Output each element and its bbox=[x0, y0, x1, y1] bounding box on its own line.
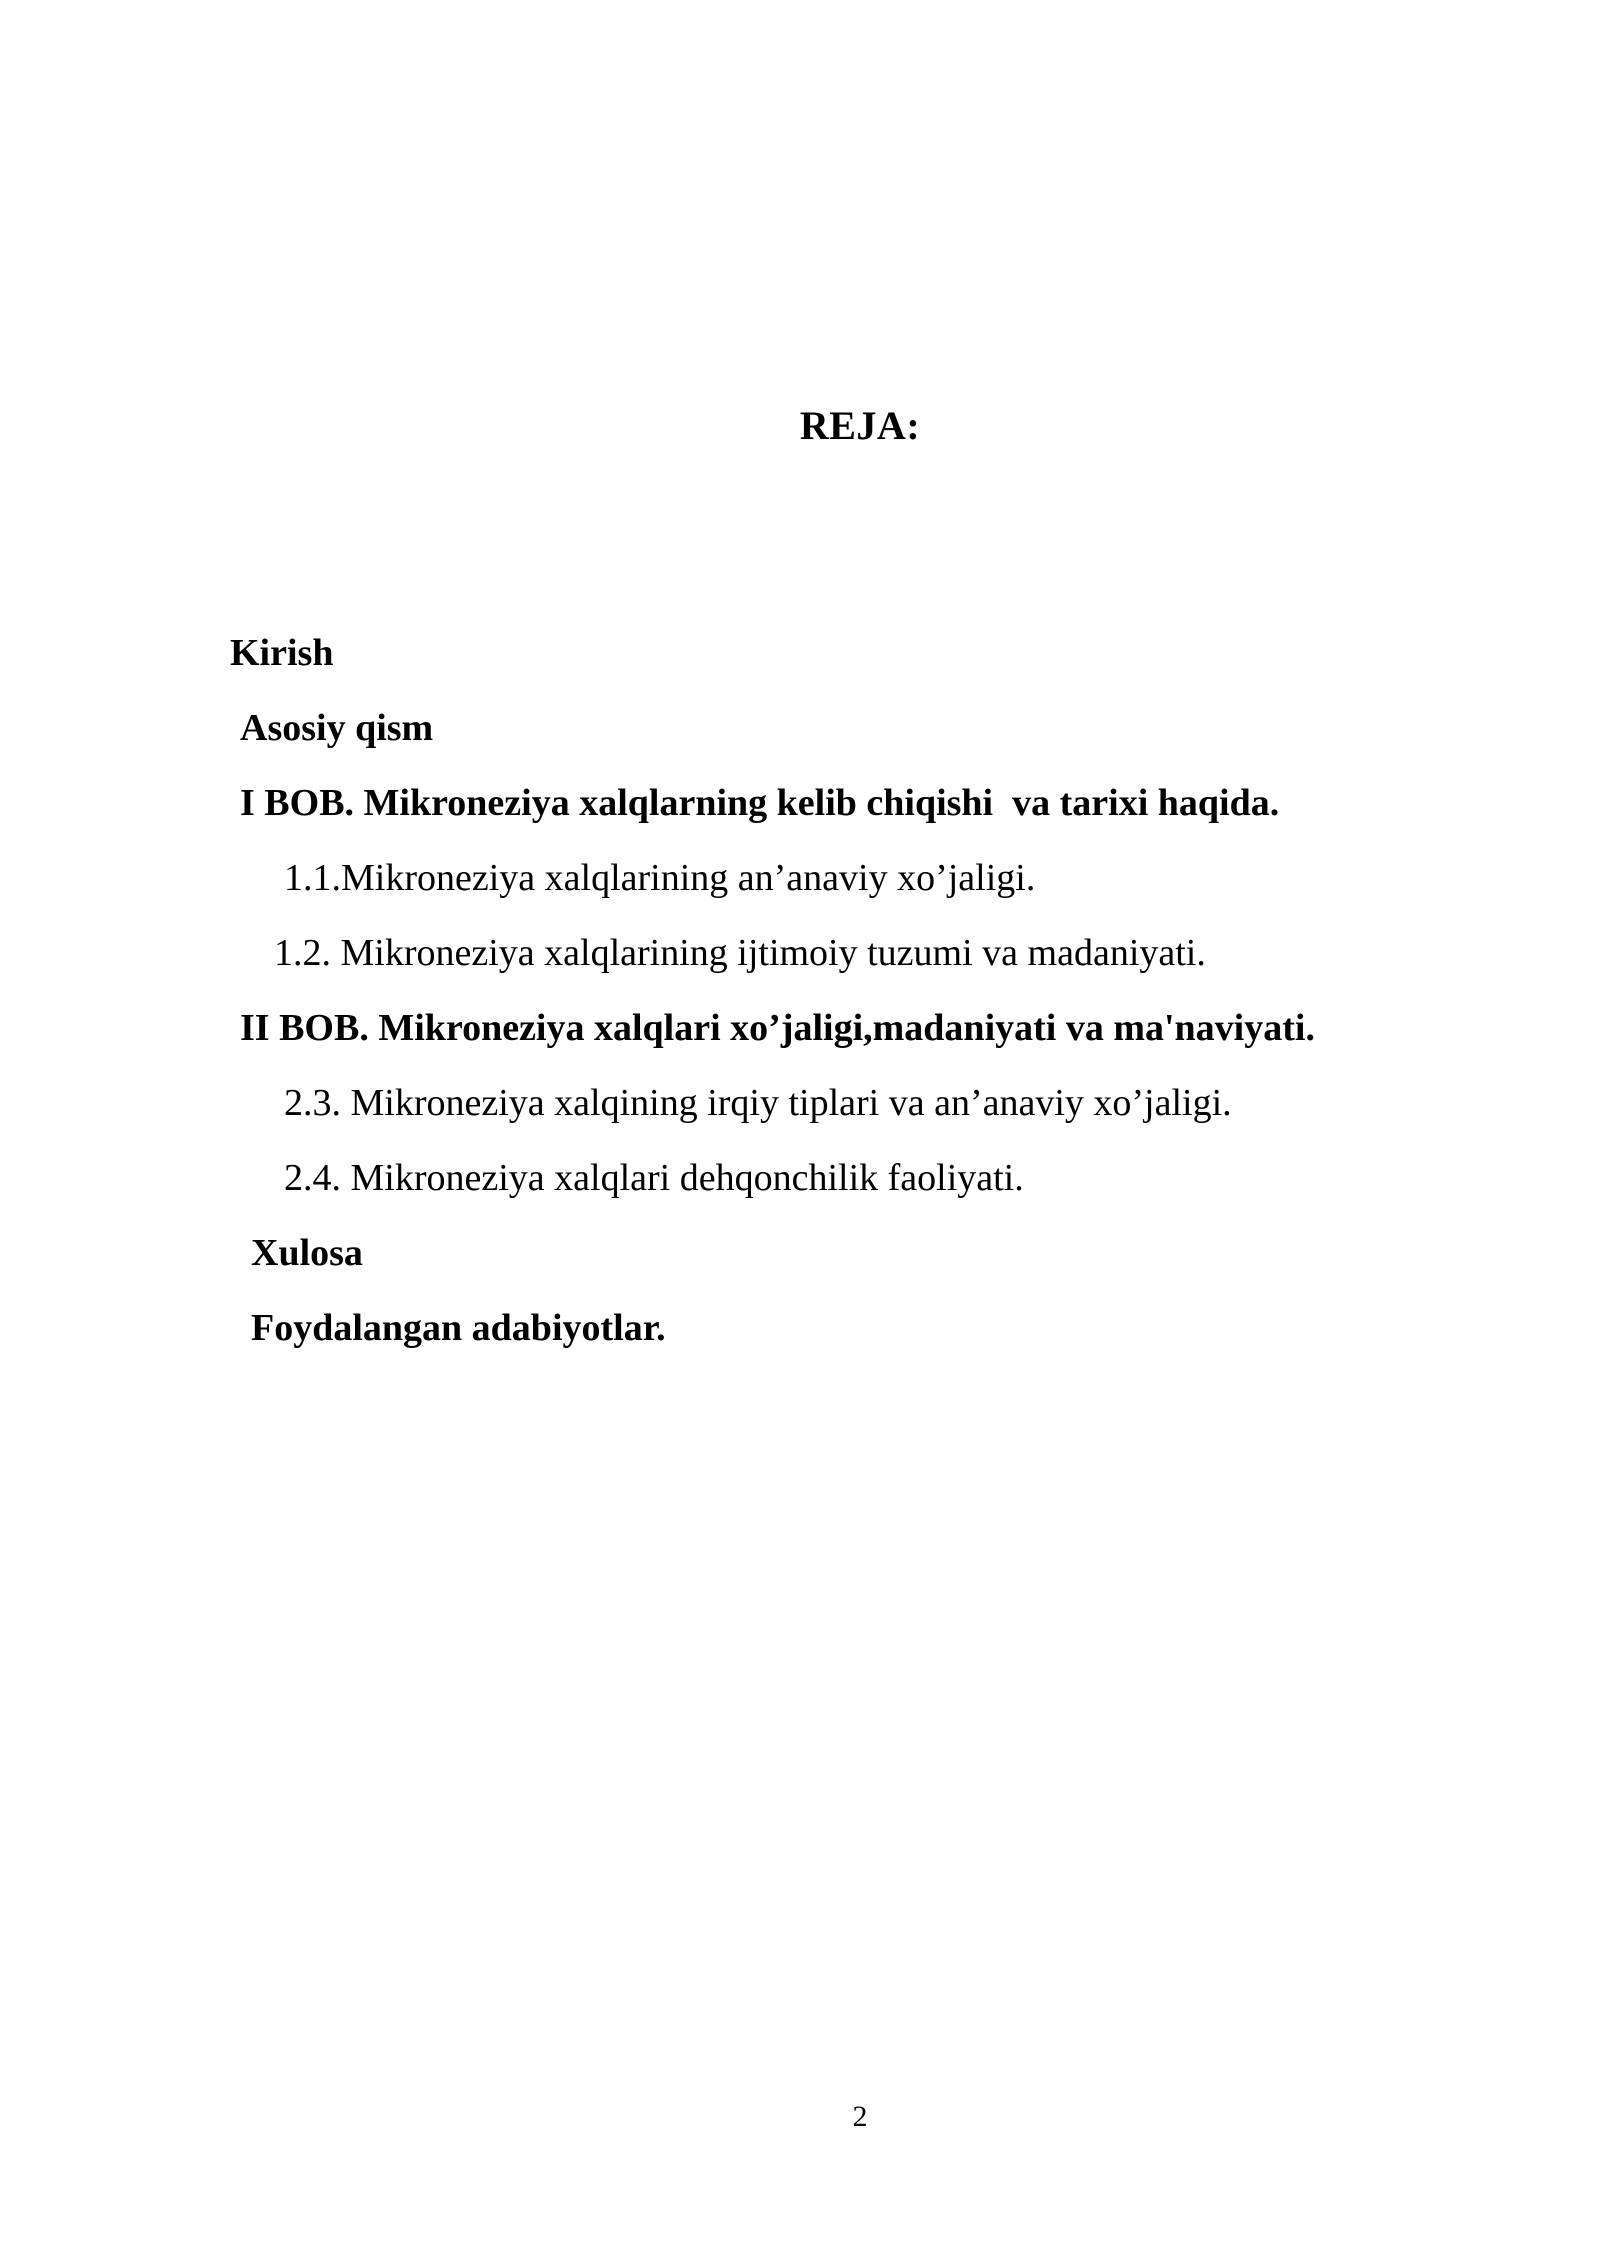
page-title: REJA: bbox=[799, 403, 921, 448]
toc-item-chapter-1: I BOB. Mikroneziya xalqlarning kelib chiqishi va tarixi haqida. bbox=[240, 782, 1280, 824]
toc-item-section-2-3: 2.3. Mikroneziya xalqining irqiy tiplari va an’anaviy xo’jaligi. bbox=[284, 1082, 1232, 1124]
toc-item-section-2-4: 2.4. Mikroneziya xalqlari dehqonchilik faoliyati. bbox=[284, 1157, 1024, 1199]
toc-item-introduction: Kirish bbox=[230, 632, 334, 674]
toc-item-references: Foydalangan adabiyotlar. bbox=[251, 1307, 666, 1349]
toc-item-section-1-2: 1.2. Mikroneziya xalqlarining ijtimoiy tuzumi va madaniyati. bbox=[274, 932, 1206, 974]
toc-item-chapter-2: II BOB. Mikroneziya xalqlari xo’jaligi,madaniyati va ma'naviyati. bbox=[240, 1007, 1315, 1049]
toc-item-main-part: Asosiy qism bbox=[240, 707, 434, 749]
toc-item-section-1-1: 1.1.Mikroneziya xalqlarining an’anaviy xo’jaligi. bbox=[284, 857, 1036, 899]
page-number: 2 bbox=[852, 2100, 868, 2133]
toc-item-conclusion: Xulosa bbox=[251, 1232, 363, 1274]
